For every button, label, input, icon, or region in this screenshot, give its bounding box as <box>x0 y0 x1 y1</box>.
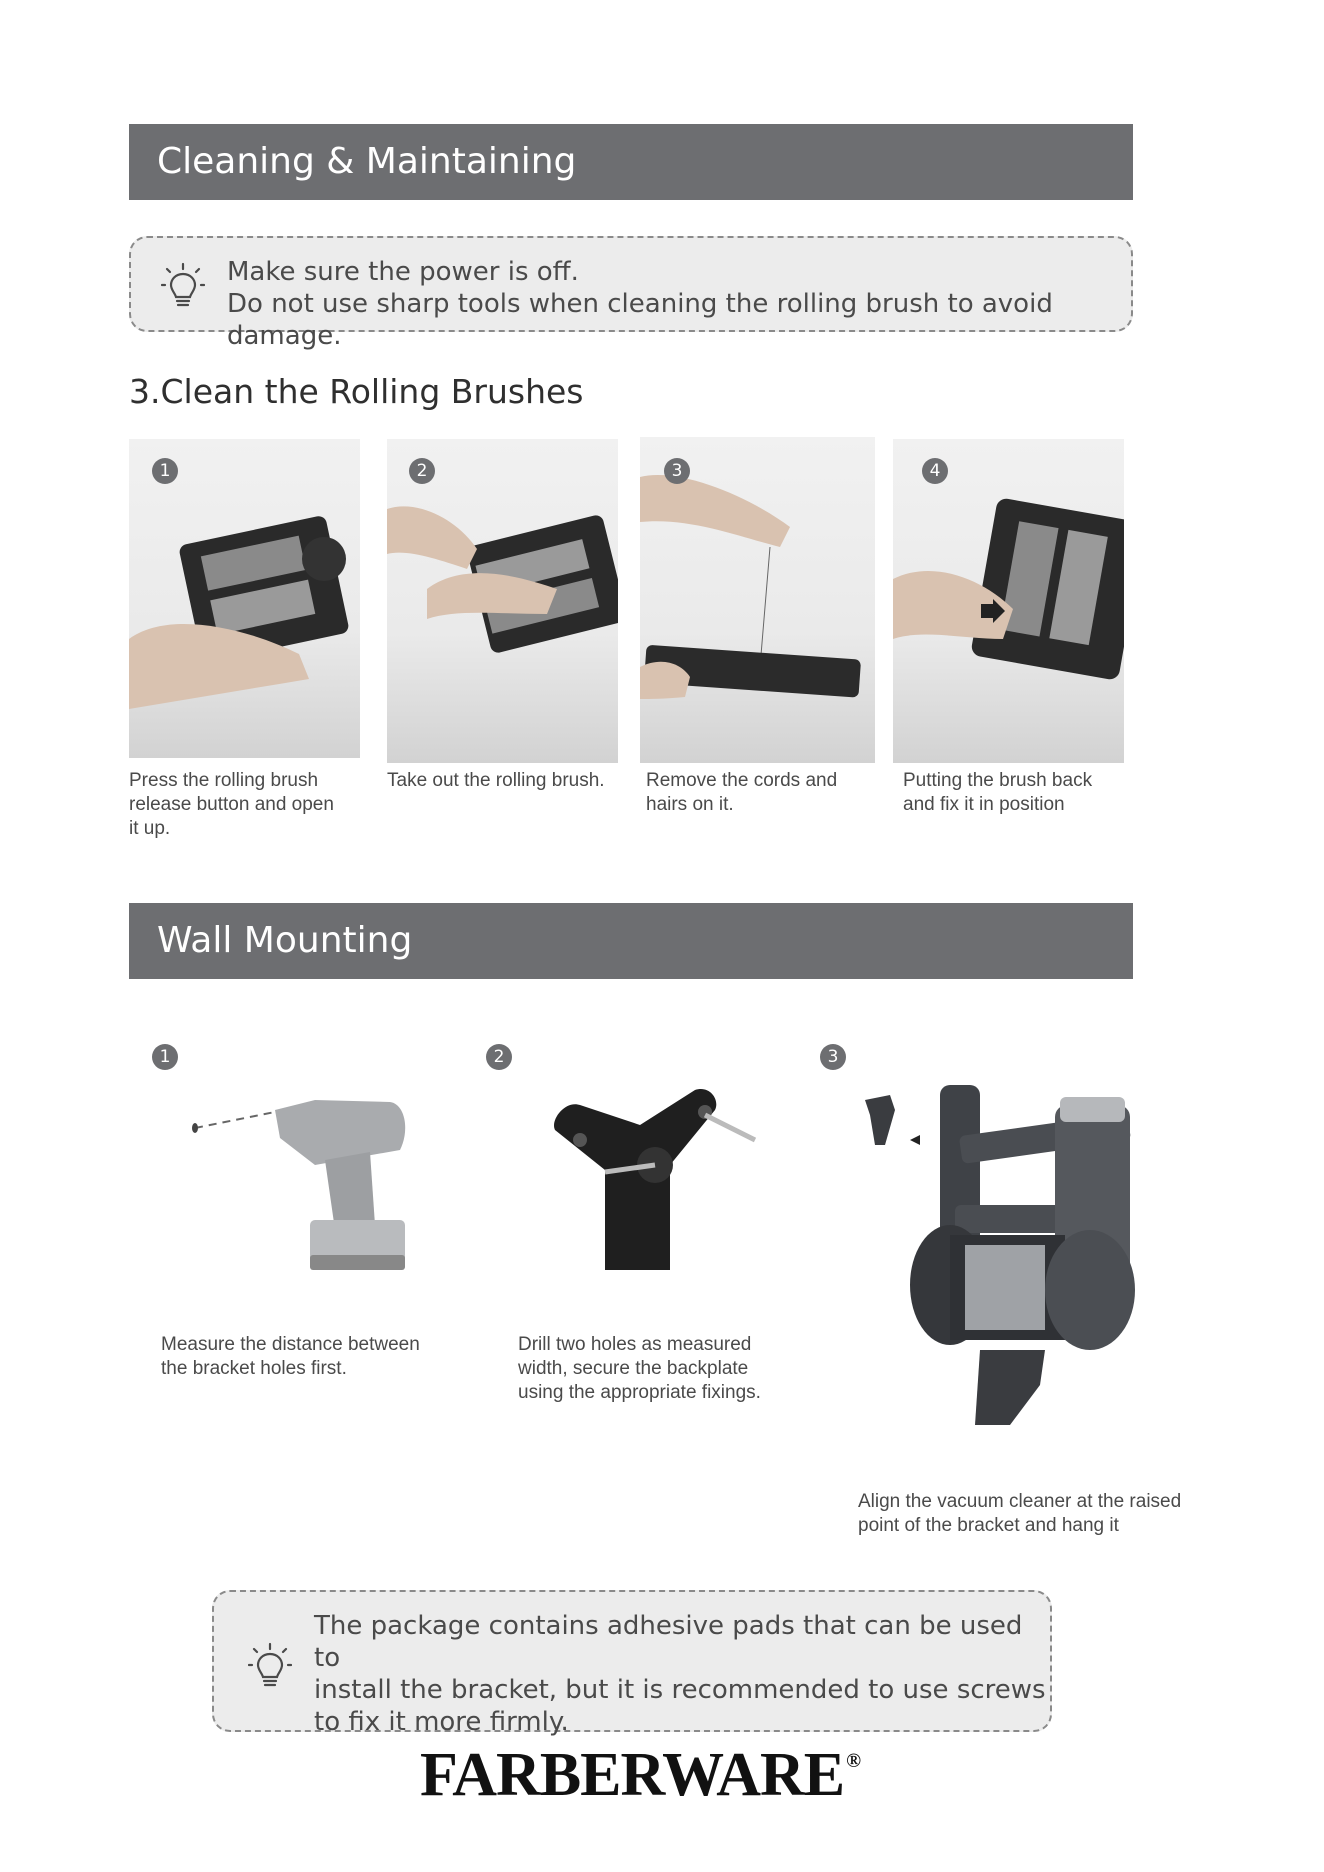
brand-logo: FARBERWARE ® <box>420 1741 861 1809</box>
tip-line: Do not use sharp tools when cleaning the rolling brush to avoid damage. <box>227 289 1053 351</box>
tip-box-adhesive <box>212 1590 1052 1737</box>
drill-illustration <box>185 1090 425 1290</box>
step-number-badge: 3 <box>820 1044 846 1070</box>
photo-step-3-remove-hair <box>640 437 875 763</box>
tip-box-power <box>129 236 1133 351</box>
photo-step-4-put-back <box>893 439 1124 763</box>
lightbulb-icon <box>248 1642 292 1690</box>
tip-line: install the bracket, but it is recommended to use screws <box>314 1675 1046 1705</box>
step-number-badge: 2 <box>409 458 435 484</box>
vacuum-mount-illustration <box>860 1085 1150 1425</box>
rolling-brushes-title: 3.Clean the Rolling Brushes <box>129 372 584 411</box>
step-number-badge: 2 <box>486 1044 512 1070</box>
photo-step-1-open-brush <box>129 439 360 758</box>
wall-step-2-caption: Drill two holes as measured width, secure the backplate using the appropriate fixings. <box>518 1334 761 1403</box>
bracket-illustration <box>545 1080 765 1280</box>
tip-line: to fix it more firmly. <box>314 1707 569 1737</box>
step-number-badge: 1 <box>152 1044 178 1070</box>
lightbulb-icon <box>161 262 205 310</box>
step-number-badge: 4 <box>922 458 948 484</box>
section-header-wall-mounting: Wall Mounting <box>129 903 1133 979</box>
step-1-caption: Press the rolling brush release button and open it up. <box>129 770 334 839</box>
tip-line: Make sure the power is off. <box>227 257 579 287</box>
step-3-caption: Remove the cords and hairs on it. <box>646 770 838 815</box>
step-number-badge: 3 <box>664 458 690 484</box>
wall-step-1-caption: Measure the distance between the bracket holes first. <box>161 1334 420 1379</box>
tip-line: The package contains adhesive pads that can be used to <box>314 1611 1023 1673</box>
section-header-cleaning: Cleaning & Maintaining <box>129 124 1133 200</box>
step-4-caption: Putting the brush back and fix it in position <box>903 770 1093 815</box>
step-2-caption: Take out the rolling brush. <box>387 770 605 791</box>
photo-step-2-take-out <box>387 439 618 763</box>
step-number-badge: 1 <box>152 458 178 484</box>
wall-step-3-caption: Align the vacuum cleaner at the raised point of the bracket and hang it <box>858 1491 1182 1536</box>
